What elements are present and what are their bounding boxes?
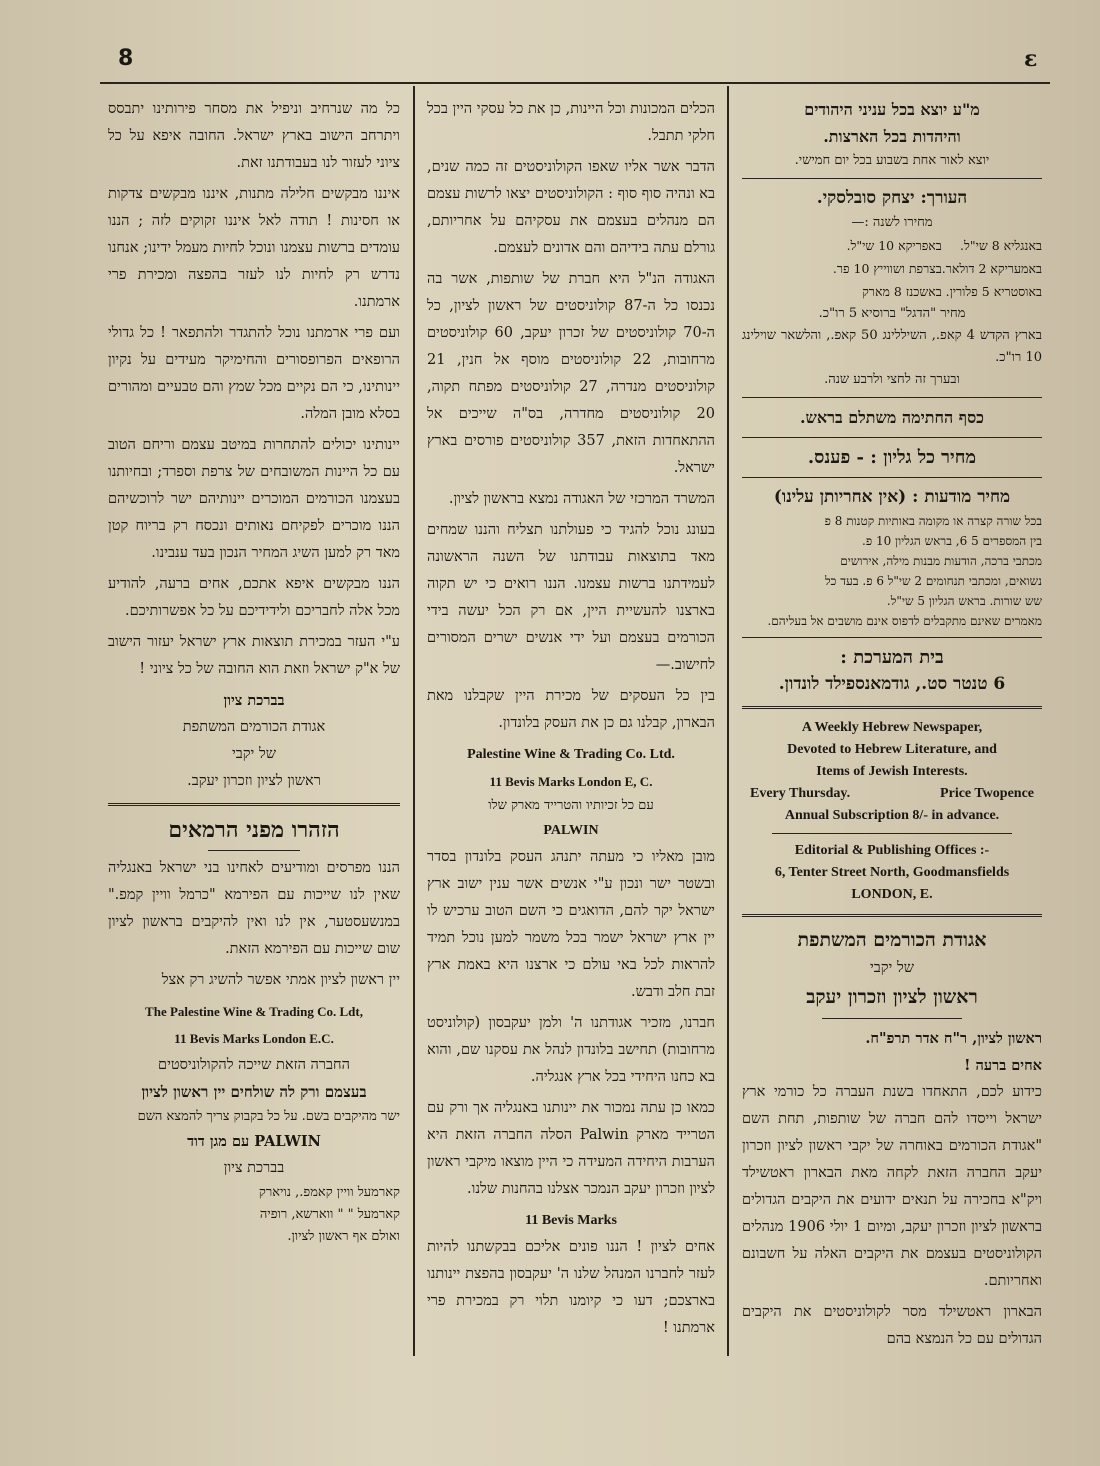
paragraph: מובן מאליו כי מעתה יתנהג העסק בלונדון בסדר ובשטר ישר ונכון ע"י אנשים אשר ענין ישוב ארץ ישראל יקר להם, הדואגים כי השם הטוב ערכיש לו יין ארץ ישראל ישמר בכל משמר למען נוכל תמיד להראות לכל באי עולם כי ארצנו היא באמת ארץ זבת חלב ודבש. — [427, 849, 715, 1000]
carmel-line: ואולם אף ראשון לציון. — [287, 1229, 400, 1244]
ads-line: נשואים, ומכתבי תנחומים 2 שי"ל 6 פ. בעד כל — [824, 574, 1042, 588]
ads-line: בכל שורה קצרה או מקומה באותיות קטנות 8 פ — [824, 514, 1042, 528]
column-left — [108, 96, 400, 1346]
english-every-thursday: Every Thursday. — [750, 786, 851, 801]
paragraph: המשרד המרכזי של האגודה נמצא בראשון לציון. — [448, 491, 715, 507]
page-number-left: 8 — [118, 46, 134, 71]
column-middle — [427, 96, 715, 1346]
company-address: 11 Bevis Marks London E, C. — [489, 774, 653, 789]
price-title: מחירו לשנה :— — [851, 215, 933, 230]
price-item: באנגליא 8 שי"ל. — [960, 238, 1042, 253]
office-title: בית המערכת : — [840, 647, 944, 668]
price-item: באשכנז 8 מארק — [862, 284, 942, 299]
paragraph: הדבר אשר אליו שאפו הקולוניסטים זה כמה שנים, בא ונהיה סוף סוף : הקולוניסטים יצאו לרשות עצמם הם מנהלים בעצמם את עסקיהם על אחריותם, גורלם עתה בידיהם והם אדונים לעצמם. — [427, 159, 715, 256]
carmel-line: קארמעל " " ווארשא, רופיה — [259, 1207, 400, 1222]
cooperative-subheading: של יקבי — [869, 960, 914, 976]
editor-line: העורך: יצחק סובלסקי. — [816, 188, 968, 208]
english-price: Price Twopence — [940, 786, 1034, 801]
half-year-line: ובערך זה לחצי ולרבע שנה. — [824, 372, 960, 387]
english-city: LONDON, E. — [851, 887, 933, 902]
paragraph: כמאו כן עתה נמכור את יינותנו באנגליה אך ורק עם הטרייד מארק Palwin הסלה החברה הזאת היא הערבות היחידה המעידה כי היין מוצאו מיקבי ראשון לציון וזכרון יעקב הנמכר אצלנו בהחנות שלנו. — [427, 1100, 715, 1197]
signature: ראשון לציון וזכרון יעקב. — [187, 773, 321, 789]
cooperative-heading-3: ראשון לציון וזכרון יעקב — [806, 986, 978, 1008]
paragraph: הננו מפרסים ומודיעים לאחינו בני ישראל באנגליה שאין לנו שייכות עם הפירמא "כרמל וויין קמפ." במנשעסטער, אין לנו ואין להיקבים בראשון לציון שום שייכות עם הפירמא הזאת. — [108, 860, 400, 957]
paragraph: הכלים המכונות וכל היינות, כן את כל עסקי היין בכל חלקי תתבל. — [427, 101, 715, 144]
warning-title: הזהרו מפני הרמאים — [168, 817, 340, 843]
paragraph: ועם פרי ארמתנו נוכל להתגדר ולהתפאר ! כל גדולי הרופאים הפרופסורים והחימיקר מעידים על נקיון יינותינו, כי הם נקיים מכל שמץ והם טבעיים ומהורים בסלא מובן המלה. — [108, 325, 400, 422]
ads-line: מכתבי ברכה, הודעות מבנות מילה, אירושים — [840, 554, 1042, 568]
masthead-frequency: יוצא לאור אחת בשבוע בכל יום חמישי. — [794, 153, 990, 168]
paragraph: חברנו, מזכיר אגודתנו ה' ולמן יעקבסון (קולוניסט מרחובות) תחישב בלונדון לנהל את עסקנו שם, והוא בא כחנו היחידי בכל ארץ אנגליה. — [427, 1015, 715, 1085]
belongs-line: החברה הזאת שייכה להקולוניסטים — [158, 1057, 350, 1073]
company-address-en: 11 Bevis Marks London E.C. — [174, 1031, 334, 1046]
palestine-price: בארץ הקדש 4 קאפ., השיללינג 50 קאפ., והלשאר שוילינג 10 רו"כ. — [742, 328, 1042, 365]
ads-line: מאמרים שאינם מתקבלים לדפוס אינם מושבים אל בעליהם. — [767, 614, 1042, 628]
paragraph: בעונג נוכל להגיד כי פעולתנו תצליח והננו שמחים מאד בתוצאות עבודתנו של השנה הראשונה לעמידתנו ברשות עצמנו. הננו רואים כי יש תקוה בארצנו להעשיית היין, אם רק הכל יעשה בידי הכורמים בעצמם ועל ידי אנשים ישרים המסורים לחישוב.— — [427, 522, 715, 673]
blessing: בברכת ציון — [223, 692, 285, 709]
dateline: ראשון לציון, ר"ח אדר תרפ"ח. — [865, 1030, 1042, 1047]
paragraph: ע"י העזר במכירת תוצאות ארץ ישראל יעזור הישוב של א"ק ישראל וזאת הוא החובה של כל ציוני ! — [108, 634, 400, 677]
column-rule-left — [413, 86, 415, 1356]
subscription-prices — [742, 234, 1042, 303]
top-rule — [100, 82, 1050, 84]
carmel-line: קארמעל וויין קאמפ., נויארק — [258, 1185, 400, 1200]
price-item: באפריקא 10 שי"ל. — [846, 238, 942, 253]
english-annual: Annual Subscription 8/- in advance. — [784, 808, 1000, 823]
signature: של יקבי — [231, 746, 276, 762]
company-name: Palestine Wine & Trading Co. Ltd. — [467, 747, 675, 762]
price-item: באמעריקא 2 דולאר. — [941, 261, 1042, 276]
paragraph: הבארון ראטשילד מסר לקולוניסטים את היקבים הגדולים עם כל הנמצא בהם — [742, 1304, 1042, 1347]
english-line: Devoted to Hebrew Literature, and — [787, 742, 997, 757]
paragraph: הננו מבקשים איפא אתכם, אחים ברעה, להודיע מכל אלה לחבריכם ולידידיכם על כל אפשרותיכם. — [108, 576, 400, 619]
english-address: 6, Tenter Street North, Goodmansfields — [774, 865, 1010, 880]
column-right — [742, 96, 1042, 1347]
column-rule-right — [727, 86, 729, 1356]
english-masthead — [742, 717, 1042, 906]
ads-line: שש שורות. בראש הגליון 5 שי"ל. — [886, 594, 1042, 608]
paragraph: כידוע לכם, התאחדו בשנת העברה כל כורמי ארץ ישראל וייסדו להם חברה של שותפות, תחת השם "אגודת הכורמים באוחרה של יקבי ראשון לציון וזכרון יעקב החברה הזאת לקחה מאת הבארון ראטשילד ויק"א בחכירה על תנאים ידועים את היקבים הגדולים בראשון לציון וזכרון יעקב, ומיום 1 יולי 1906 מנהלים הקולוניסטים בעצמם את היקבים האלה על חשבונם ואחריותם. — [742, 1084, 1042, 1289]
paragraph: בין כל העסקים של מכירת היין שקבלנו מאת הבארון, קבלנו גם כן את העסק בלונדון. — [427, 688, 715, 731]
paragraph: יין ראשון לציון אמתי אפשר להשיג רק אצל — [161, 972, 400, 988]
street-heading: 11 Bevis Marks — [525, 1213, 617, 1228]
payment-line: כסף החתימה משתלם בראש. — [799, 408, 984, 427]
paragraph: אחים לציון ! הננו פונים אליכם בבקשתנו להיות לעזר לחברנו המנהל שלנו ה' יעקבסון בהפצת יינותנו בארצכם; דעו כי קיומנו תלוי רק במכירת פרי ארמתנו ! — [427, 1239, 715, 1336]
english-offices: Editorial & Publishing Offices :- — [794, 843, 990, 858]
masthead-desc-2: והיהדות בכל הארצות. — [823, 127, 961, 146]
masthead-desc: מ"ע יוצא בכל עניני היהודים — [804, 100, 980, 119]
price-item: בצרפת ושווייץ 10 פר. — [832, 261, 942, 276]
russia-price: מחיר "הדגל" ברוסיא 5 רו"כ. — [818, 306, 966, 321]
paragraph: האגודה הנ"ל היא חברת של שותפות, אשר בה נכנסו כל ה-87 קולוניסטים של ראשון לציון, כל ה-70 קולוניסטים של זכרון יעקב, 60 קולוניסטים מרחובות, 22 קולוניסטים מוסף אל חנין, 21 קולוניסטים מנדרה, 27 קולוניסטים מפתח תקוה, 20 קולוניסטים מחדרה, בס"ה שייכים אל ההתאחדות הזאת, 357 קולוניסטים פורסים בארץ ישראל. — [427, 271, 715, 476]
paragraph: כל מה שנרחיב וניפיל את מסחר פירותינו יתבסס ויתרחב הישוב בארץ ישראל. החובה איפא על כל ציוני לעזור לנו בעבודתנו זאת. — [108, 101, 400, 171]
trademark-line: עם כל זכיותיו והטרייד מארק שלו — [488, 798, 654, 813]
office-address: 6 טנטר סט., גודמאנספילד לונדון. — [778, 674, 1006, 694]
paragraph: יינותינו יכולים להתחרות במיטב עצמם וריחם הטוב עם כל היינות המשובחים של צרפת וספרד; ובחיותנו בעצמנו הכורמים המוכרים יינותיהם ישר לרוכשיהם הננו מוכרים לפקיחם נאותים ונכסח רק בריוח קטן מאד רק למען השיג המחיר הנכון בעד ענבינו. — [108, 437, 400, 561]
ads-price-title: מחיר מודעות : (אין אחריותן עלינו) — [773, 487, 1011, 507]
trademark: PALWIN — [543, 823, 599, 838]
rest-line: ישר מהיקבים בשם. על כל בקבוק צריך להמצא השם — [137, 1109, 400, 1124]
paragraph: איננו מבקשים חלילה מתנות, איננו מבקשים צדקות או חסינות ! תודה לאל איננו זקוקים לזה ; הננו עומדים ברשות עצמנו ונוכל לחיות מעמל ידינו; אנחנו נדרש רק לחיות לנו לעזר בהפצה ומכירת פרי ארמתנו. — [108, 186, 400, 310]
ads-line: בין המספרים 5 6, בראש הגליון 10 פ. — [862, 534, 1042, 548]
signature: אגודת הכורמים המשתפת — [182, 719, 326, 735]
cooperative-heading: אגודת הכורמים המשתפת — [797, 929, 987, 951]
issue-price: מחיר כל גליון : - פענס. — [807, 447, 977, 468]
palwin-line: PALWIN עם מגן דוד — [187, 1133, 321, 1150]
english-line: Items of Jewish Interests. — [816, 764, 968, 779]
price-item: באוסטריא 5 פלורין. — [945, 284, 1042, 299]
ads-price-lines — [742, 511, 1042, 631]
greeting: אחים ברעה ! — [964, 1057, 1042, 1074]
company-name-en: The Palestine Wine & Trading Co. Ldt, — [145, 1004, 363, 1019]
themselves-line: בעצמם ורק לה שולחים יין ראשון לציון — [141, 1083, 367, 1101]
blessing-2: בברכת ציון — [223, 1160, 285, 1176]
english-line: A Weekly Hebrew Newspaper, — [801, 720, 983, 735]
page-number-right: ε — [1024, 46, 1038, 72]
